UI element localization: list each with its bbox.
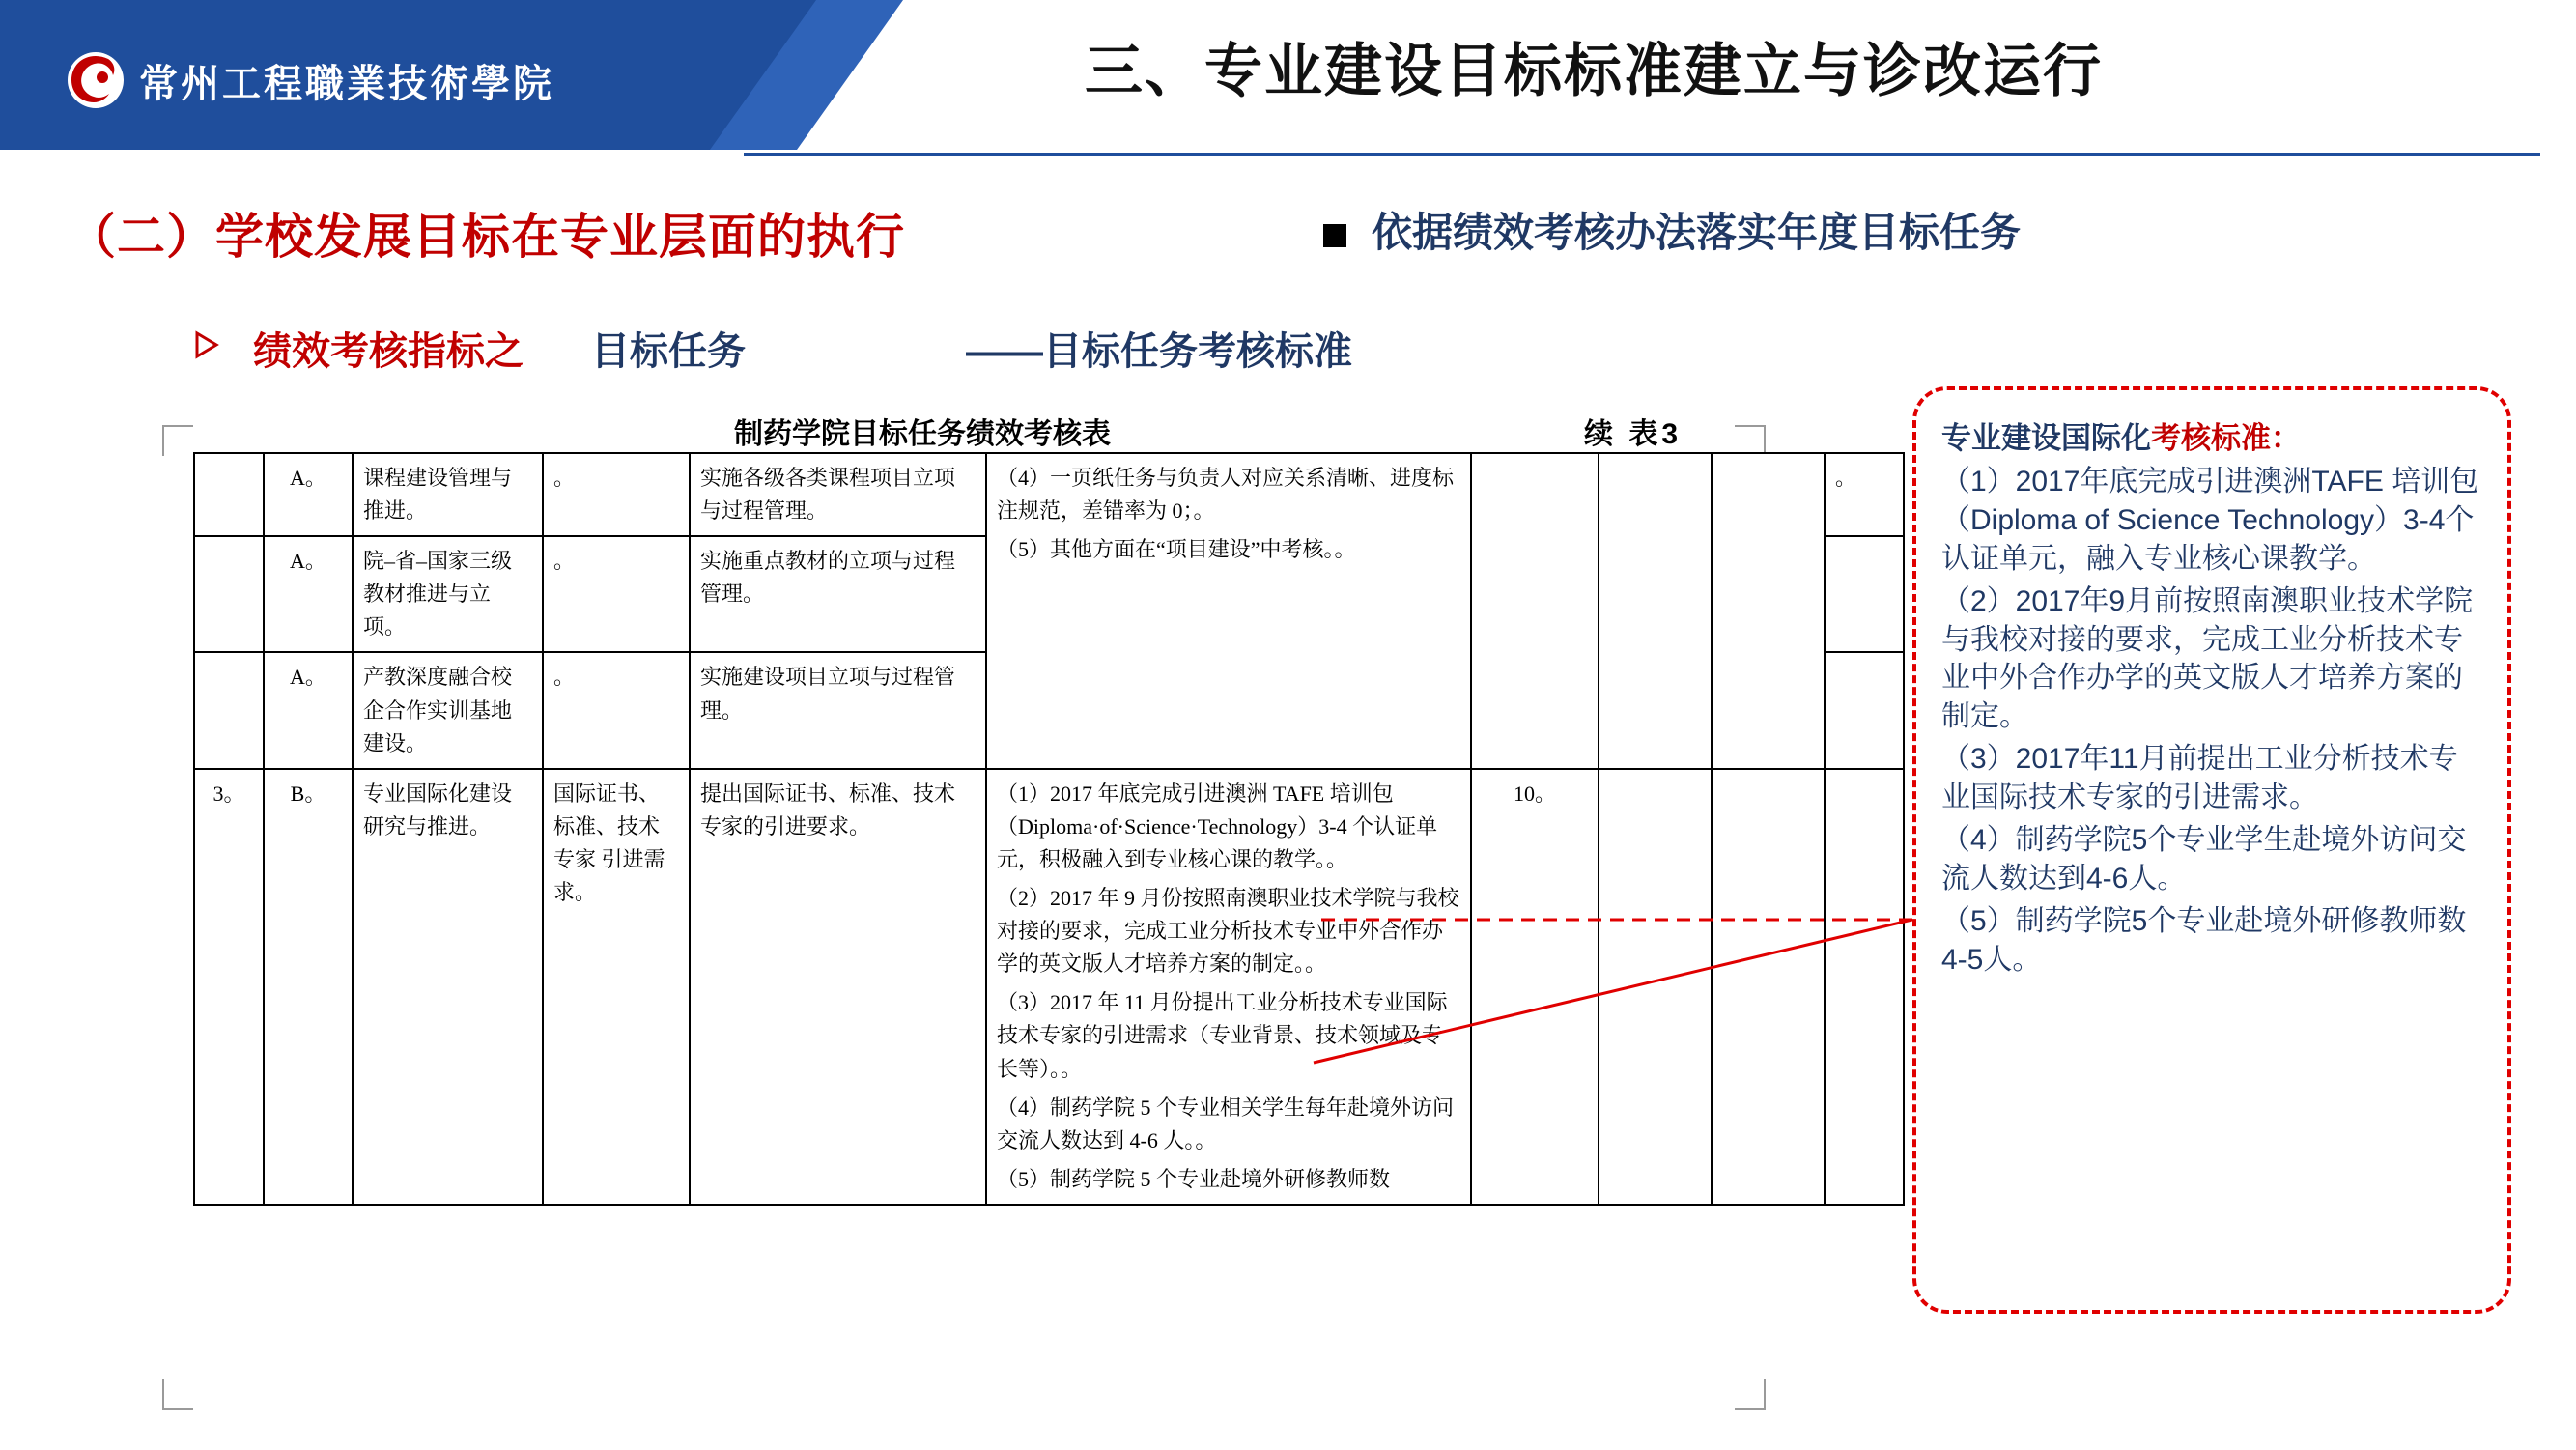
table-row [194,769,1904,1205]
cell-note: 国际证书、标准、技术专家 引进需求。 [543,769,690,1205]
standard-line: （5）制药学院 5 个专业赴境外研修教师数 [997,1166,1391,1191]
callout-box [1912,386,2511,1314]
cell-extra-2 [1712,453,1825,769]
cell-note: 。 [543,453,690,536]
callout-item: （2）2017年9月前按照南澳职业技术学院与我校对接的要求，完成工业分析技术专业中外合作办学的英文版人才培养方案的制定。 [1941,584,2474,733]
cell-item: 专业国际化建设研究与推进。 [353,769,543,1205]
callout-item: （5）制药学院5个专业赴境外研修教师数4-5人。 [1941,904,2467,976]
callout-item: （3）2017年11月前提出工业分析技术专业国际技术专家的引进需求。 [1941,743,2458,814]
cell-level: A。 [264,652,353,768]
callout-heading-normal: 专业建设国际化 [1941,421,2151,455]
callout-heading-highlight: 考核标准： [2151,421,2301,455]
standard-line: （4）一页纸任务与负责人对应关系清晰、进度标注规范，差错率为 0；。 [997,466,1455,524]
cell-index [194,652,264,768]
cell-score [1471,453,1599,769]
cell-index [194,453,264,536]
standard-line: （4）制药学院 5 个专业相关学生每年赴境外访问交流人数达到 4-6 人。。 [997,1095,1455,1152]
cell-item: 产教深度融合校企合作实训基地建设。 [353,652,543,768]
institution-name: 常州工程職業技術學院 [139,61,554,105]
cell-extra-3 [1825,536,1904,652]
standard-line: （1）2017 年底完成引进澳洲 TAFE 培训包（Diploma·of·Science·Technology）3-4 个认证单元，积极融入到专业核心课的教学。。 [997,781,1438,871]
cell-index [194,536,264,652]
cell-item: 课程建设管理与推进。 [353,453,543,536]
table-row [194,453,1904,536]
performance-table [193,452,1905,1206]
kpi-label-standard: ——目标任务考核标准 [966,330,1352,373]
cell-measure: 实施各级各类课程项目立项与过程管理。 [690,453,986,536]
table-continued-label: 续 表3 [1584,418,1683,450]
cell-score: 10。 [1471,769,1599,1205]
page-title: 三、专业建设目标标准建立与诊改运行 [1085,40,2103,103]
cell-measure: 提出国际证书、标准、技术专家的引进要求。 [690,769,986,1205]
cell-extra-1 [1599,769,1712,1205]
header-divider [744,153,2540,156]
standard-line: （5）其他方面在“项目建设”中考核。。 [997,537,1356,562]
cell-extra-3: 。 [1825,453,1904,536]
cell-measure: 实施重点教材的立项与过程管理。 [690,536,986,652]
arrow-bullet-icon [191,328,224,361]
callout-heading [1941,413,2486,457]
slide-header [0,0,2576,155]
cell-measure: 实施建设项目立项与过程管理。 [690,652,986,768]
cell-level: A。 [264,536,353,652]
kpi-label-prefix: 绩效考核指标之 [253,330,524,373]
standard-line: （3）2017 年 11 月份提出工业分析技术专业国际技术专家的引进需求（专业背景、技术领域及专长等）。。 [997,990,1448,1081]
cell-extra-3 [1825,652,1904,768]
cell-index: 3。 [194,769,264,1205]
cell-standard-top [986,453,1471,769]
corner-mark-bottom-right [1735,1379,1766,1410]
cell-item: 院–省–国家三级教材推进与立项。 [353,536,543,652]
cell-standard-main [986,769,1471,1205]
cell-note: 。 [543,536,690,652]
standard-line: （2）2017 年 9 月份按照南澳职业技术学院与我校对接的要求，完成工业分析技术专业中外合作办学的英文版人才培养方案的制定。。 [997,886,1459,977]
cell-level: B。 [264,769,353,1205]
institution-logo [66,46,665,114]
callout-item: （4）制药学院5个专业学生赴境外访问交流人数达到4-6人。 [1941,824,2467,895]
cell-extra-2 [1712,769,1825,1205]
swirl-logo-icon [66,50,126,110]
corner-mark-bottom-left [162,1379,193,1410]
square-bullet-icon [1323,224,1346,247]
cell-note: 。 [543,652,690,768]
cell-extra-1 [1599,453,1712,769]
section-subtitle: 依据绩效考核办法落实年度目标任务 [1372,210,2022,255]
table-caption: 制药学院目标任务绩效考核表 [734,418,1111,450]
kpi-label-focus: 目标任务 [591,330,746,373]
callout-item: （1）2017年底完成引进澳洲TAFE 培训包（Diploma of Science Technology）3-4个认证单元，融入专业核心课教学。 [1941,466,2479,575]
cell-extra-3 [1825,769,1904,1205]
cell-level: A。 [264,453,353,536]
section-title: （二）学校发展目标在专业层面的执行 [68,210,905,264]
corner-mark-top-left [162,425,193,456]
